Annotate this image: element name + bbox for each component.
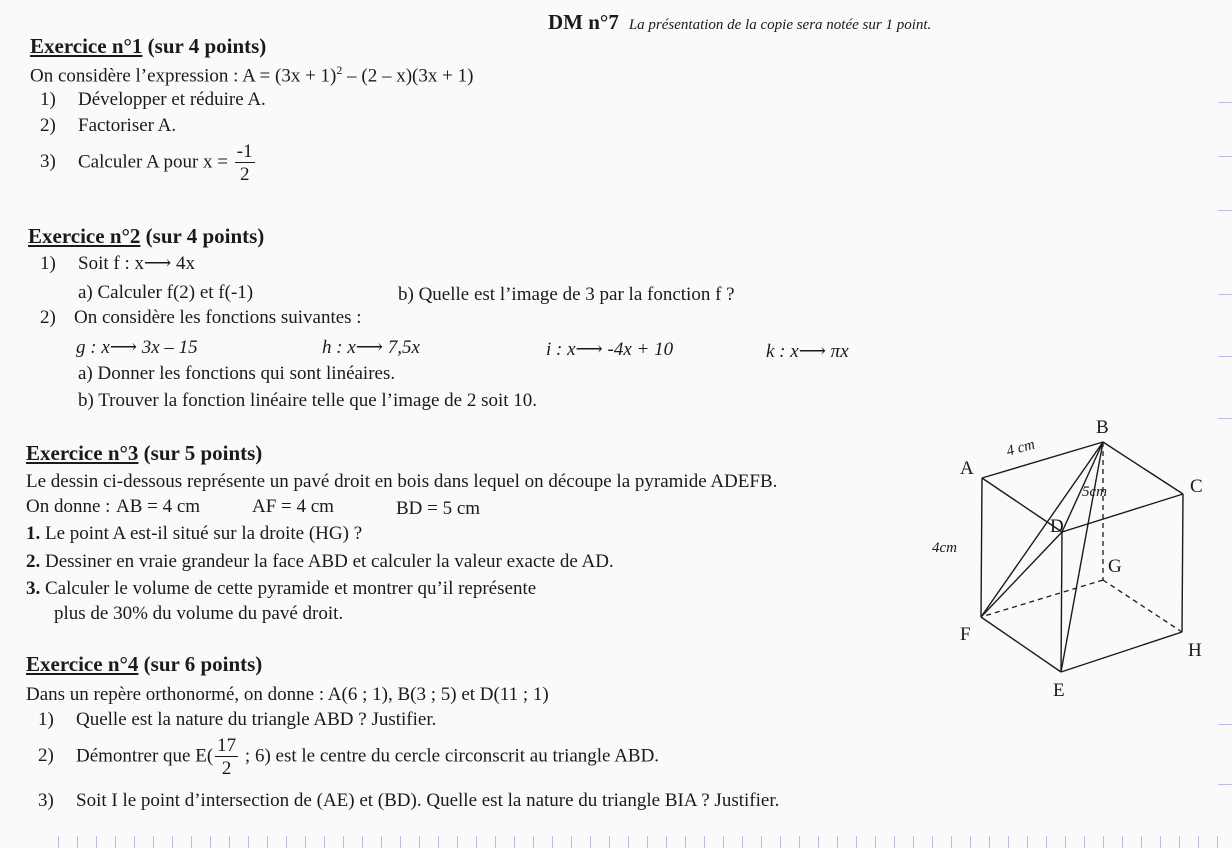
question-number: 3) [38, 790, 54, 811]
vertex-h-label: H [1188, 640, 1202, 661]
exercise-4-question-2 [38, 736, 659, 778]
paper-grid-edge [40, 836, 1232, 848]
document-title: DM n°7 [548, 10, 619, 34]
question-number: 3) [40, 151, 56, 173]
exercise-2-question-1b: b) Quelle est l’image de 3 par la fonction f ? [398, 284, 735, 305]
exercise-3-given-af: AF = 4 cm [252, 496, 334, 517]
exercise-2-heading: Exercice n°2 [28, 224, 141, 248]
presentation-note: La présentation de la copie sera notée sur 1 point. [628, 17, 932, 33]
exercise-3-question-3-continued: plus de 30% du volume du pavé droit. [54, 603, 344, 624]
margin-rule [1218, 156, 1232, 157]
margin-rule [1218, 102, 1232, 103]
question-number: 1) [38, 709, 54, 730]
question-text: Dessiner en vraie grandeur la face ABD et calculer la valeur exacte de AD. [45, 551, 614, 572]
question-number: 2) [40, 307, 56, 328]
exercise-3-intro: Le dessin ci-dessous représente un pavé droit en bois dans lequel on découpe la pyramide ADEFB. [26, 471, 778, 492]
exercise-2-question-1a: a) Calculer f(2) et f(-1) [78, 282, 254, 303]
function-h: h : x⟶ 7,5x [322, 337, 420, 358]
exercise-2-question-1 [40, 252, 195, 275]
question-number: 1. [26, 523, 41, 544]
fraction-denominator: 2 [221, 758, 232, 779]
exercise-4-intro: Dans un repère orthonormé, on donne : A(6 ; 1), B(3 ; 5) et D(11 ; 1) [26, 684, 549, 705]
question-text: Développer et réduire A. [78, 89, 266, 110]
exercise-3-given-ab: AB = 4 cm [116, 496, 201, 517]
question-text: Soit f : x⟶ 4x [78, 253, 195, 274]
function-i: i : x⟶ -4x + 10 [546, 339, 674, 360]
exercise-2-question-2b: b) Trouver la fonction linéaire telle que l’image de 2 soit 10. [78, 390, 538, 411]
exercise-1-intro-text: On considère l’expression : A = (3x + 1) [30, 65, 337, 87]
margin-rule [1218, 418, 1232, 419]
margin-rule [1218, 356, 1232, 357]
vertex-f-label: F [960, 624, 971, 645]
edge-gh-hidden [1103, 580, 1182, 632]
exercise-3-question-1 [26, 523, 362, 545]
exercise-4-question-3 [38, 790, 779, 812]
dimension-ab-label: 4 cm [1004, 436, 1037, 460]
edge-bc [1103, 442, 1183, 494]
exercise-1-exponent: 2 [336, 63, 343, 77]
exercise-3-heading: Exercice n°3 [26, 441, 139, 465]
question-text: Démontrer que E( [76, 745, 214, 767]
edge-eh [1061, 632, 1182, 672]
exercise-4-heading: Exercice n°4 [26, 652, 139, 676]
dimension-af-label: 4cm [932, 540, 957, 556]
question-number: 2. [26, 551, 41, 572]
edge-be [1061, 442, 1103, 672]
fraction-minus-one-half [235, 142, 255, 184]
exercise-1-intro [30, 63, 473, 87]
exercise-1-intro-end: – (2 – x)(3x + 1) [342, 65, 474, 87]
question-text: Quelle est la nature du triangle ABD ? Justifier. [76, 709, 437, 730]
question-text: On considère les fonctions suivantes : [74, 307, 362, 328]
exercise-3-given-label: On donne : [26, 496, 111, 517]
question-text: Calculer le volume de cette pyramide et montrer qu’il représente [45, 578, 537, 599]
fraction-seventeen-halves [215, 736, 238, 778]
exercise-3-question-2 [26, 551, 614, 573]
exercise-3-title [26, 441, 262, 466]
fraction-denominator: 2 [239, 164, 250, 185]
exercise-2-question-2 [40, 307, 362, 329]
vertex-e-label: E [1053, 680, 1065, 701]
edge-ch [1182, 494, 1183, 632]
function-k: k : x⟶ πx [766, 341, 849, 362]
question-text: Factoriser A. [78, 115, 177, 136]
question-text: Le point A est-il situé sur la droite (HG) ? [45, 523, 363, 544]
edge-cd [1062, 494, 1183, 532]
question-number: 2) [40, 115, 56, 136]
margin-rule [1218, 210, 1232, 211]
fraction-numerator: 17 [217, 735, 237, 756]
exercise-3-question-3 [26, 578, 536, 600]
question-text: Calculer A pour x = [78, 151, 229, 173]
exercise-2-points: (sur 4 points) [145, 224, 265, 248]
exercise-3-given-bd: BD = 5 cm [396, 498, 481, 519]
exercise-1-question-2 [40, 115, 176, 137]
margin-rule [1218, 724, 1232, 725]
vertex-a-label: A [960, 458, 974, 479]
edge-bf [981, 442, 1103, 617]
cuboid-figure [920, 410, 1220, 710]
fraction-numerator: -1 [236, 141, 253, 162]
exercise-1-title [30, 34, 266, 59]
question-text: Soit I le point d’intersection de (AE) et (BD). Quelle est la nature du triangle BIA ? Justifier. [76, 790, 780, 811]
question-text-end: ; 6) est le centre du cercle circonscrit au triangle ABD. [240, 745, 660, 767]
exercise-1-question-1 [40, 89, 266, 111]
document-header [548, 10, 931, 35]
function-g: g : x⟶ 3x – 15 [76, 337, 198, 358]
question-number: 1) [40, 89, 56, 110]
margin-rule [1218, 294, 1232, 295]
question-number: 1) [40, 253, 56, 274]
exercise-4-question-1 [38, 709, 436, 731]
dimension-bd-label: 5cm [1082, 484, 1107, 500]
vertex-g-label: G [1108, 556, 1122, 577]
question-number: 2) [38, 745, 54, 767]
vertex-d-label: D [1050, 516, 1064, 537]
question-number: 3. [26, 578, 41, 599]
vertex-c-label: C [1190, 476, 1203, 497]
edge-ab [982, 442, 1103, 478]
edge-af [981, 478, 982, 617]
exercise-2-question-2a: a) Donner les fonctions qui sont linéaires. [78, 363, 396, 384]
edge-de [1061, 532, 1062, 672]
exercise-2-title [28, 224, 264, 249]
exercise-3-points: (sur 5 points) [143, 441, 263, 465]
exercise-1-points: (sur 4 points) [147, 34, 267, 58]
exercise-1-heading: Exercice n°1 [30, 34, 143, 58]
vertex-b-label: B [1096, 417, 1109, 438]
exercise-4-points: (sur 6 points) [143, 652, 263, 676]
margin-rule [1218, 784, 1232, 785]
exercise-4-title [26, 652, 262, 677]
edge-fe [981, 617, 1061, 672]
exercise-1-question-3 [40, 142, 257, 184]
